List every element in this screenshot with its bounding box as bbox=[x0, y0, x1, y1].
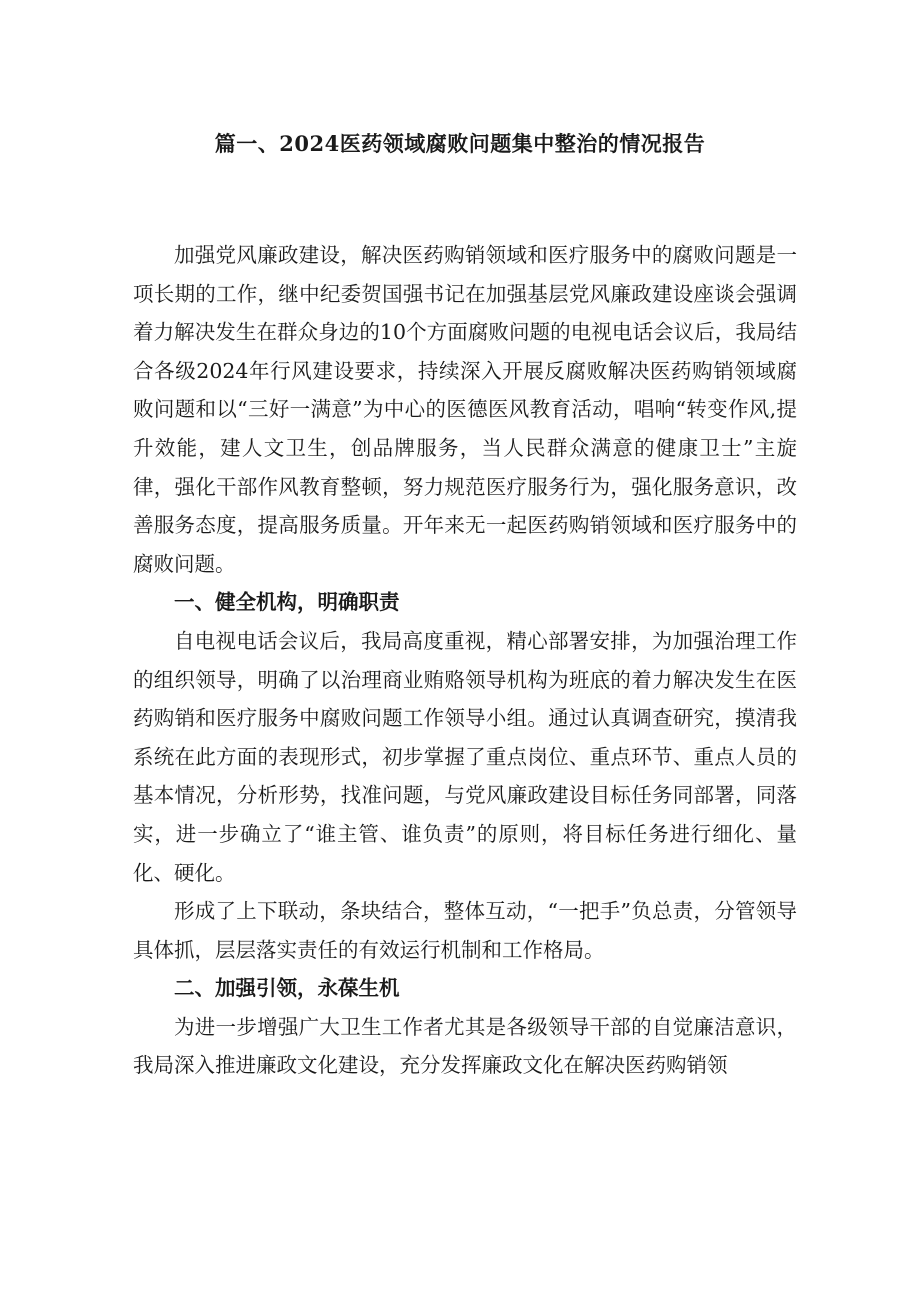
paragraph-intro: 加强党风廉政建设，解决医药购销领域和医疗服务中的腐败问题是一项长期的工作，继中纪委贺国强书记在加强基层党风廉政建设座谈会强调着力解决发生在群众身边的10个方面腐败问题的电视电话会议后，我局结合各级2024年行风建设要求，持续深入开展反腐败解决医药购销领域腐败问题和以“三好一满意”为中心的医德医风教育活动，唱响“转变作风,提升效能，建人文卫生，创品牌服务，当人民群众满意的健康卫士”主旋律，强化干部作风教育整顿，努力规范医疗服务行为，强化服务意识，改善服务态度，提高服务质量。开年来无一起医药购销领域和医疗服务中的腐败问题。 bbox=[133, 243, 797, 576]
paragraph-section-1: 自电视电话会议后，我局高度重视，精心部署安排，为加强治理工作的组织领导，明确了以治理商业贿赂领导机构为班底的着力解决发生在医药购销和医疗服务中腐败问题工作领导小组。通过认真调查研究，摸清我系统在此方面的表现形式，初步掌握了重点岗位、重点环节、重点人员的基本情况，分析形势，找准问题，与党风廉政建设目标任务同部署，同落实，进一步确立了“谁主管、谁负责”的原则，将目标任务进行细化、量化、硬化。 bbox=[133, 628, 797, 885]
document-title: 篇一、2024医药领域腐败问题集中整治的情况报告 bbox=[214, 131, 706, 156]
section-heading-2: 二、加强引领，永葆生机 bbox=[174, 976, 400, 1001]
paragraph-section-1-cont: 形成了上下联动，条块结合，整体互动，“一把手”负总责，分管领导具体抓，层层落实责任的有效运行机制和工作格局。 bbox=[133, 899, 797, 962]
section-heading-1: 一、健全机构，明确职责 bbox=[174, 590, 400, 615]
document-body bbox=[133, 236, 797, 1085]
paragraph-section-2: 为进一步增强广大卫生工作者尤其是各级领导干部的自觉廉洁意识，我局深入推进廉政文化建设，充分发挥廉政文化在解决医药购销领 bbox=[133, 1014, 797, 1078]
